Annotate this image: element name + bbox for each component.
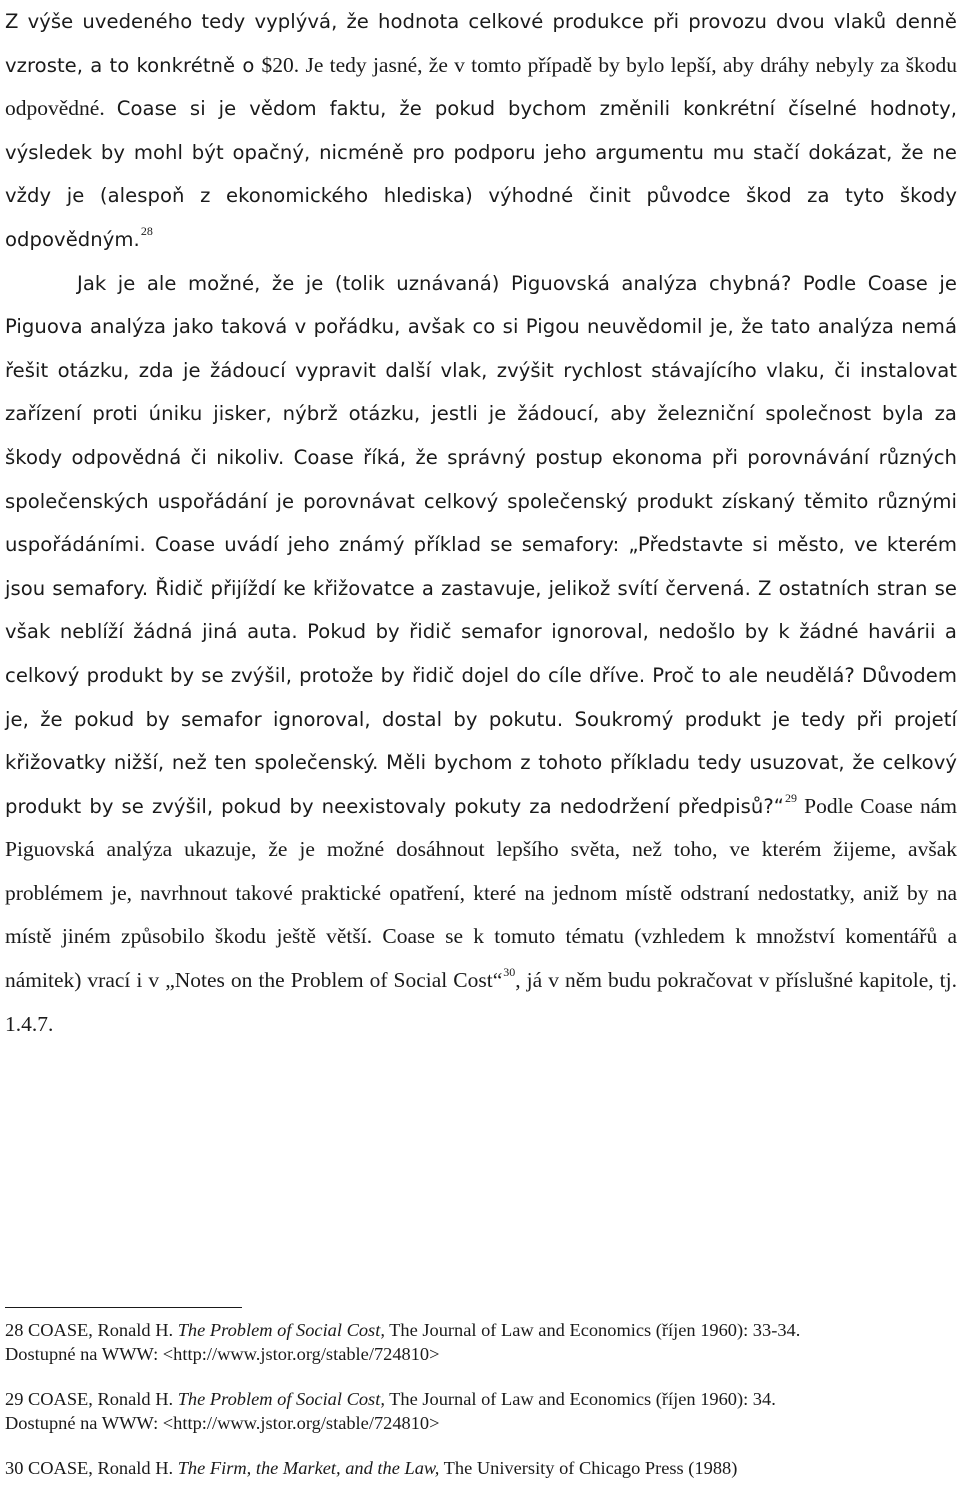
paragraph-2 (5, 262, 957, 1047)
footnote-28-rest: The Journal of Law and Economics (říjen 1960): 33-34. (384, 1320, 801, 1340)
footnote-29-title: The Problem of Social Cost, (177, 1389, 385, 1409)
paragraph-1-segment-1: Z výše uvedeného tedy vyplývá, že hodnota celkové produkce při provozu dvou vlaků denně vzroste, a to konkrétně o (5, 10, 957, 77)
footnote-29-url[interactable]: Dostupné na WWW: <http://www.jstor.org/stable/724810> (5, 1413, 440, 1433)
paragraph-1-segment-2: $20. Je tedy jasné, že v tomto případě by bylo lepší, aby dráhy nebyly za škodu odpovědné. (5, 52, 957, 121)
paragraph-1-segment-3: Coase si je vědom faktu, že pokud bychom změnili konkrétní číselné hodnoty, výsledek by mohl být opačný, nicméně pro podporu jeho argumentu mu stačí dokázat, že ne vždy je (alespoň z ekonomického hlediska) výhodné činit původce škod za tyto škody odpovědným. (5, 97, 957, 251)
footnote-separator (5, 1307, 242, 1308)
footnote-29-lead: 29 COASE, Ronald H. (5, 1389, 178, 1409)
footnote-28-lead: 28 COASE, Ronald H. (5, 1320, 178, 1340)
paragraph-1 (5, 0, 957, 262)
footnote-ref-30[interactable]: 30 (503, 965, 516, 980)
footnote-28-url[interactable]: Dostupné na WWW: <http://www.jstor.org/stable/724810> (5, 1344, 440, 1364)
footnote-29 (5, 1387, 957, 1435)
footnotes (5, 1318, 957, 1501)
footnote-29-rest: The Journal of Law and Economics (říjen 1960): 34. (384, 1389, 776, 1409)
footnote-30-lead: 30 COASE, Ronald H. (5, 1458, 178, 1478)
footnote-28-title: The Problem of Social Cost, (177, 1320, 385, 1340)
paragraph-2-segment-1: Jak je ale možné, že je (tolik uznávaná) Piguovská analýza chybná? (77, 271, 803, 295)
paragraph-2-segment-4: , já v něm budu pokračovat v příslušné kapitole, tj. 1.4.7. (5, 968, 957, 1036)
paragraph-2-segment-3: Podle Coase nám Piguovská analýza ukazuje, že je možné dosáhnout lepšího světa, než toho, ve kterém žijeme, avšak problémem je, navrhnout takové praktické opatření, které na jednom místě odstraní nedostatky, aniž by na místě jiném způsobilo škodu ještě větší. Coase se k tomuto tématu (vzhledem k množství komentářů a námitek) vrací i v „Notes on the Problem of Social Cost“ (5, 793, 957, 993)
footnote-30 (5, 1456, 957, 1480)
footnote-28 (5, 1318, 957, 1366)
body-text (5, 0, 957, 1046)
footnote-30-title: The Firm, the Market, and the Law, (177, 1458, 440, 1478)
footnote-ref-29[interactable]: 29 (785, 790, 797, 805)
footnote-ref-28[interactable]: 28 (140, 223, 153, 238)
footnote-30-rest: The University of Chicago Press (1988) (439, 1458, 738, 1478)
paragraph-2-segment-2: Podle Coase je Piguova analýza jako taková v pořádku, avšak co si Pigou neuvědomil je, že tato analýza nemá řešit otázku, zda je žádoucí vypravit další vlak, zvýšit rychlost stávajícího vlaku, či instalovat zařízení proti úniku jisker, nýbrž otázku, jestli je žádoucí, aby železniční společnost byla za škody odpovědná či nikoliv. Coase říká, že správný postup ekonoma při porovnávání různých společenských uspořádání je porovnávat celkový společenský produkt získaný těmito různými uspořádáními. Coase uvádí jeho známý příklad se semafory: „Představte si město, ve kterém jsou semafory. Řidič přijíždí ke křižovatce a zastavuje, jelikož svítí červená. Z ostatních stran se však neblíží žádná jiná auta. Pokud by řidič semafor ignoroval, nedošlo by k žádné havárii a celkový produkt by se zvýšil, protože by řidič dojel do cíle dříve. Proč to ale neudělá? Důvodem je, že pokud by semafor ignoroval, dostal by pokutu. Soukromý produkt je tedy při projetí křižovatky nižší, než ten společenský. Měli bychom z tohoto příkladu tedy usuzovat, že celkový produkt by se zvýšil, pokud by neexistovaly pokuty za nedodržení předpisů?“ (5, 271, 957, 818)
